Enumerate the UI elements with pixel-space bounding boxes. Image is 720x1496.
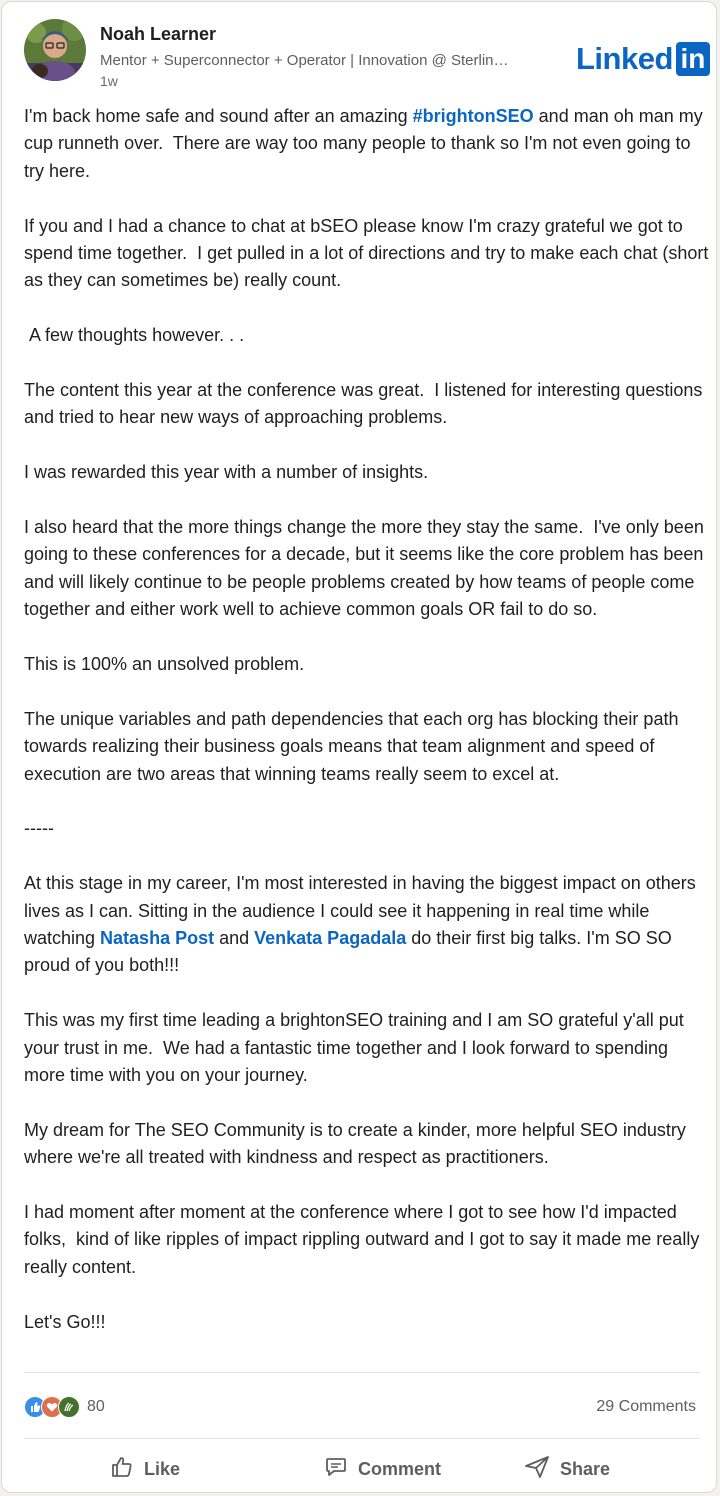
post-paragraph: If you and I had a chance to chat at bSEO please know I'm crazy grateful we got to spend time together. I get pulled in a lot of directions and try to make each chat (short as they can sometimes be) really count.	[24, 215, 714, 291]
post-timestamp: 1w	[100, 73, 118, 89]
hashtag-link[interactable]: #brightonSEO	[412, 106, 534, 126]
post-paragraph: The content this year at the conference was great. I listened for interesting questions and tried to hear new ways of approaching problems.	[24, 380, 708, 428]
linkedin-logo-box: in	[676, 42, 710, 76]
like-button[interactable]	[110, 1452, 180, 1486]
share-label: Share	[560, 1458, 611, 1479]
send-icon	[524, 1455, 550, 1484]
mention-link-venkata-pagadala[interactable]: Venkata Pagadala	[254, 928, 407, 949]
post-paragraph: My dream for The SEO Community is to create a kinder, more helpful SEO industry where we're all treated with kindness and respect as practitioners.	[24, 1119, 691, 1168]
divider	[24, 1372, 700, 1373]
like-label: Like	[144, 1458, 181, 1479]
post-paragraph: The unique variables and path dependencies that each org has blocking their path towards realizing their business goals means that team alignment and speed of execution are two areas that winning teams really seem to excel at.	[24, 708, 684, 784]
comment-button[interactable]	[324, 1452, 441, 1486]
author-headline: Mentor + Superconnector + Operator | Innovation @ Sterlin…	[100, 52, 509, 69]
mention-link-natasha-post[interactable]: Natasha Post	[100, 928, 215, 949]
support-reaction-icon	[58, 1396, 80, 1418]
post-paragraph: I had moment after moment at the conference where I got to see how I'd impacted folks, kind of like ripples of impact rippling outward and I got to say it made me really really content.	[24, 1202, 705, 1277]
post-paragraph: At this stage in my career, I'm most interested in having the biggest impact on others lives as I can. Sitting in the audience I could see it happening in real time while watching Natasha Post and Venkata Pagadala do their first big talks. I'm SO SO proud of you both!!!	[24, 873, 701, 976]
share-button[interactable]	[524, 1452, 610, 1486]
comment-icon	[324, 1455, 348, 1484]
comment-label: Comment	[358, 1458, 442, 1479]
post-paragraph: A few thoughts however. . .	[24, 325, 245, 346]
post-paragraph: I was rewarded this year with a number of insights.	[24, 462, 429, 483]
post-card	[1, 1, 717, 1493]
reactions-summary[interactable]	[24, 1396, 105, 1418]
post-paragraph: I also heard that the more things change the more they stay the same. I've only been going to these conferences for a decade, but it seems like the core problem has been and will likely continue to be people problems created by how teams of people come together and either work well to achieve common goals OR fail to do so.	[24, 517, 709, 620]
reaction-count: 80	[87, 1398, 105, 1415]
linkedin-logo	[576, 42, 710, 76]
linkedin-logo-text: Linked	[576, 41, 673, 76]
thumbs-up-icon	[110, 1455, 134, 1484]
divider	[24, 1438, 700, 1439]
comments-count-link[interactable]: 29 Comments	[596, 1398, 696, 1415]
avatar[interactable]	[24, 19, 86, 81]
post-separator: -----	[24, 818, 54, 839]
author-name[interactable]: Noah Learner	[100, 24, 217, 44]
post-body	[24, 103, 714, 1336]
post-paragraph: This is 100% an unsolved problem.	[24, 654, 305, 675]
post-paragraph: I'm back home safe and sound after an amazing #brightonSEO and man oh man my cup runneth over. There are way too many people to thank so I'm not even going to try here.	[24, 106, 708, 181]
post-paragraph: This was my first time leading a brightonSEO training and I am SO grateful y'all put your trust in me. We had a fantastic time together and I look forward to spending more time with you on your journey.	[24, 1010, 689, 1086]
post-paragraph: Let's Go!!!	[24, 1311, 106, 1332]
